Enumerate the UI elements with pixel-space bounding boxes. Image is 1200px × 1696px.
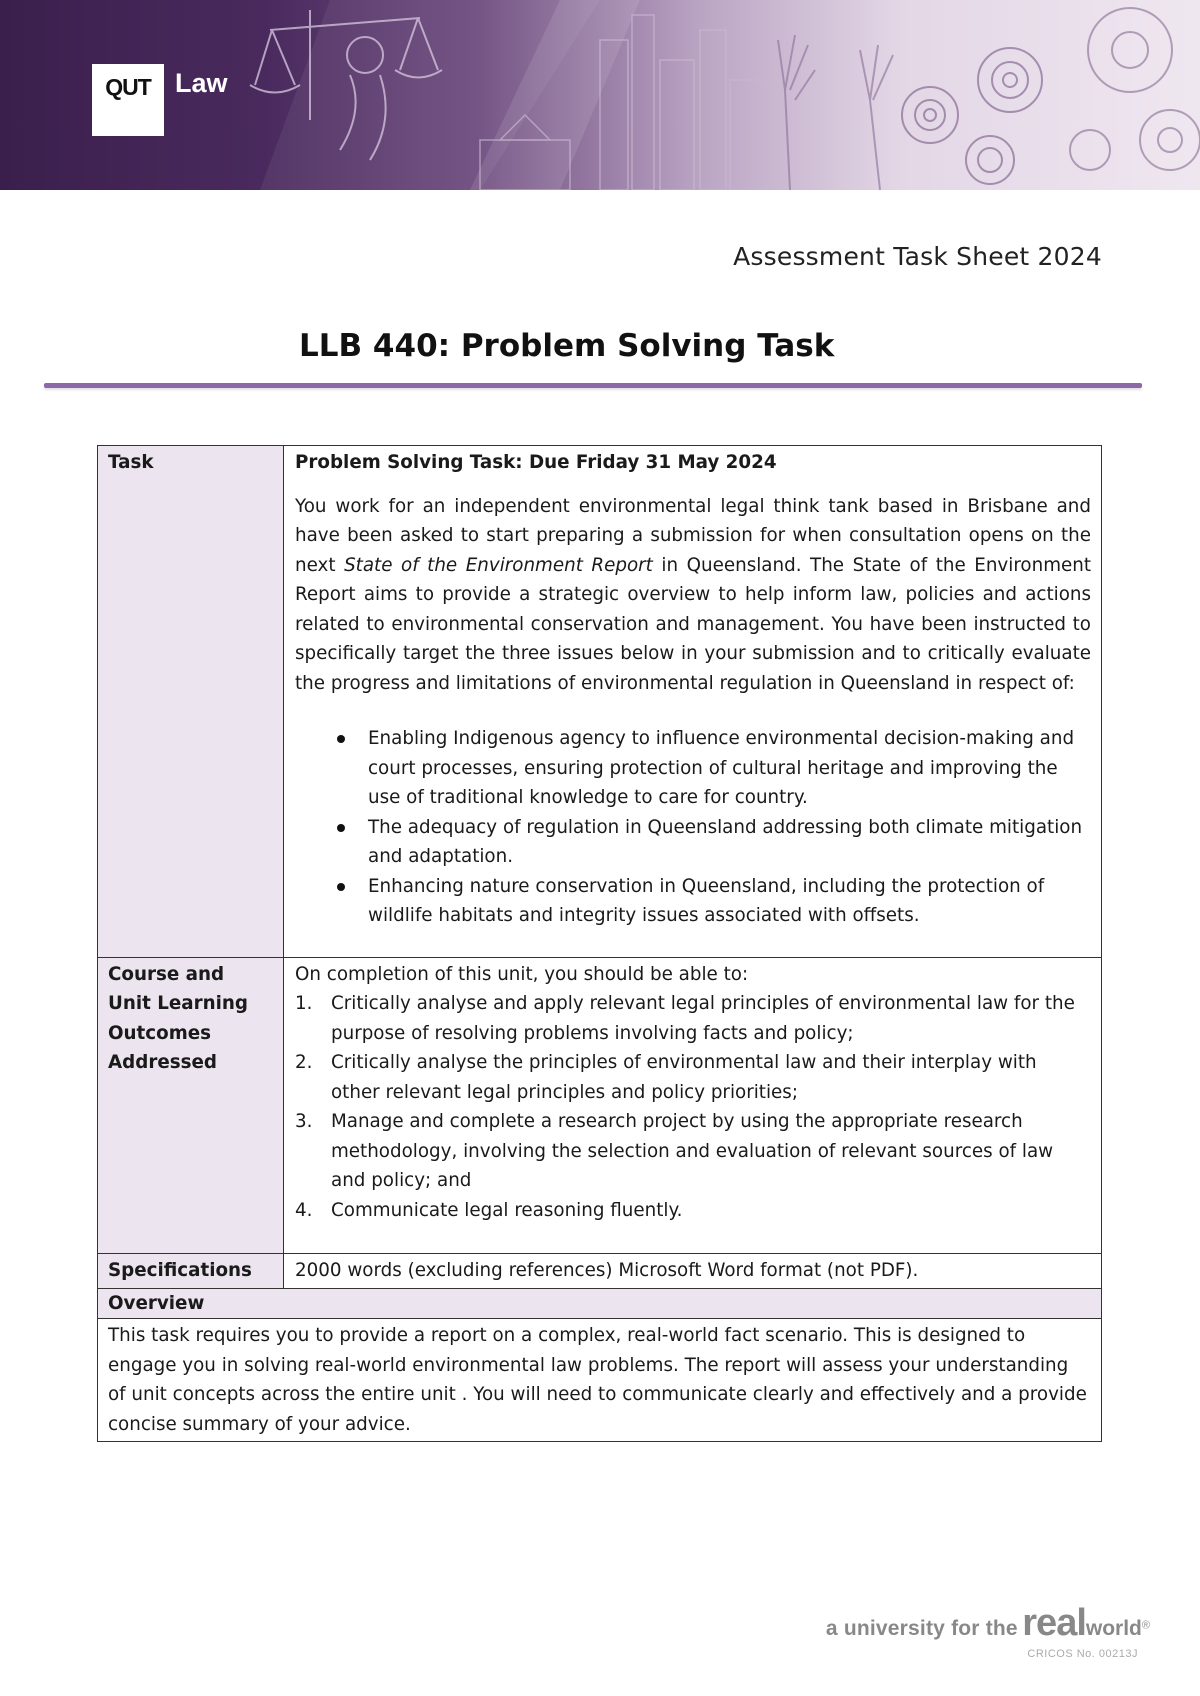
outcomes-content (284, 957, 1102, 1254)
issue-list (295, 724, 1091, 931)
overview-row (98, 1319, 1102, 1442)
page-title: LLB 440: Problem Solving Task (299, 328, 835, 364)
task-description-part2: in Queensland. The State of the Environment Report aims to provide a strategic overview to help inform law, policies and actions related to environmental conservation and management. You have been instructed to specifically target the three issues below in your submission and to critically evaluate the progress and limitations of environmental regulation in Queensland in respect of: (295, 554, 1092, 694)
overview-text: This task requires you to provide a report on a complex, real-world fact scenario. This is designed to engage you in solving real-world environmental law problems. The report will assess your understanding of unit concepts across the entire unit . You will need to communicate clearly and effectively and a provide concise summary of your advice. (98, 1319, 1102, 1442)
list-item: Enabling Indigenous agency to influence environmental decision-making and court processes, ensuring protection of cultural heritage and improving the use of traditional knowledge to care for country. (295, 724, 1091, 813)
list-item: Enhancing nature conservation in Queensland, including the protection of wildlife habitats and integrity issues associated with offsets. (295, 872, 1091, 931)
list-item: The adequacy of regulation in Queensland addressing both climate mitigation and adaptation. (295, 813, 1091, 872)
list-item (295, 1196, 1091, 1226)
overview-label: Overview (98, 1288, 1102, 1319)
outcome-text: Communicate legal reasoning fluently. (331, 1199, 683, 1221)
task-label: Task (98, 446, 284, 958)
task-table (97, 445, 1102, 1442)
logo-text: QUT (105, 74, 151, 100)
specifications-text: 2000 words (excluding references) Microsoft Word format (not PDF). (284, 1254, 1102, 1289)
footer-tagline (826, 1602, 1150, 1645)
outcomes-label: Course and Unit Learning Outcomes Addressed (98, 957, 284, 1254)
tagline-real: real (1022, 1602, 1086, 1644)
list-number: 2. (295, 1052, 313, 1073)
sheet-title: Assessment Task Sheet 2024 (733, 242, 1102, 271)
tagline-world: world (1085, 1617, 1142, 1640)
outcome-text: Manage and complete a research project by using the appropriate research methodology, involving the selection and evaluation of relevant sources of law and policy; and (331, 1111, 1054, 1191)
title-divider (44, 383, 1142, 388)
outcomes-list (295, 989, 1091, 1225)
task-description (295, 492, 1091, 699)
task-description-part1: You work for an independent environmental legal think tank based in Brisbane and have been asked to start preparing a submission for when consultation opens on the next (295, 495, 1091, 576)
outcome-text: Critically analyse and apply relevant legal principles of environmental law for the purpose of resolving problems involving facts and policy; (331, 993, 1075, 1044)
logo-law-text: Law (175, 68, 228, 98)
qut-logo (92, 64, 164, 136)
list-item (295, 1048, 1091, 1107)
tagline-prefix: a university for the (825, 1617, 1018, 1640)
header-banner (0, 0, 1200, 190)
list-number: 3. (295, 1111, 313, 1132)
task-content (284, 446, 1102, 958)
task-row (98, 446, 1102, 958)
outcome-text: Critically analyse the principles of environmental law and their interplay with other relevant legal principles and policy priorities; (331, 1052, 1037, 1103)
list-number: 4. (295, 1199, 313, 1221)
report-title-emphasis: State of the Environment Report (344, 554, 653, 576)
registered-mark: ® (1141, 1619, 1150, 1632)
overview-header-row (98, 1288, 1102, 1319)
outcomes-intro: On completion of this unit, you should be able to: (295, 963, 749, 985)
specifications-row (98, 1254, 1102, 1289)
list-number: 1. (295, 993, 313, 1014)
due-date-heading: Problem Solving Task: Due Friday 31 May 2024 (295, 452, 777, 473)
list-item (295, 989, 1091, 1048)
list-item (295, 1107, 1091, 1196)
outcomes-row (98, 957, 1102, 1254)
specifications-label: Specifications (98, 1254, 284, 1289)
cricos-number: CRICOS No. 00213J (1027, 1648, 1138, 1660)
